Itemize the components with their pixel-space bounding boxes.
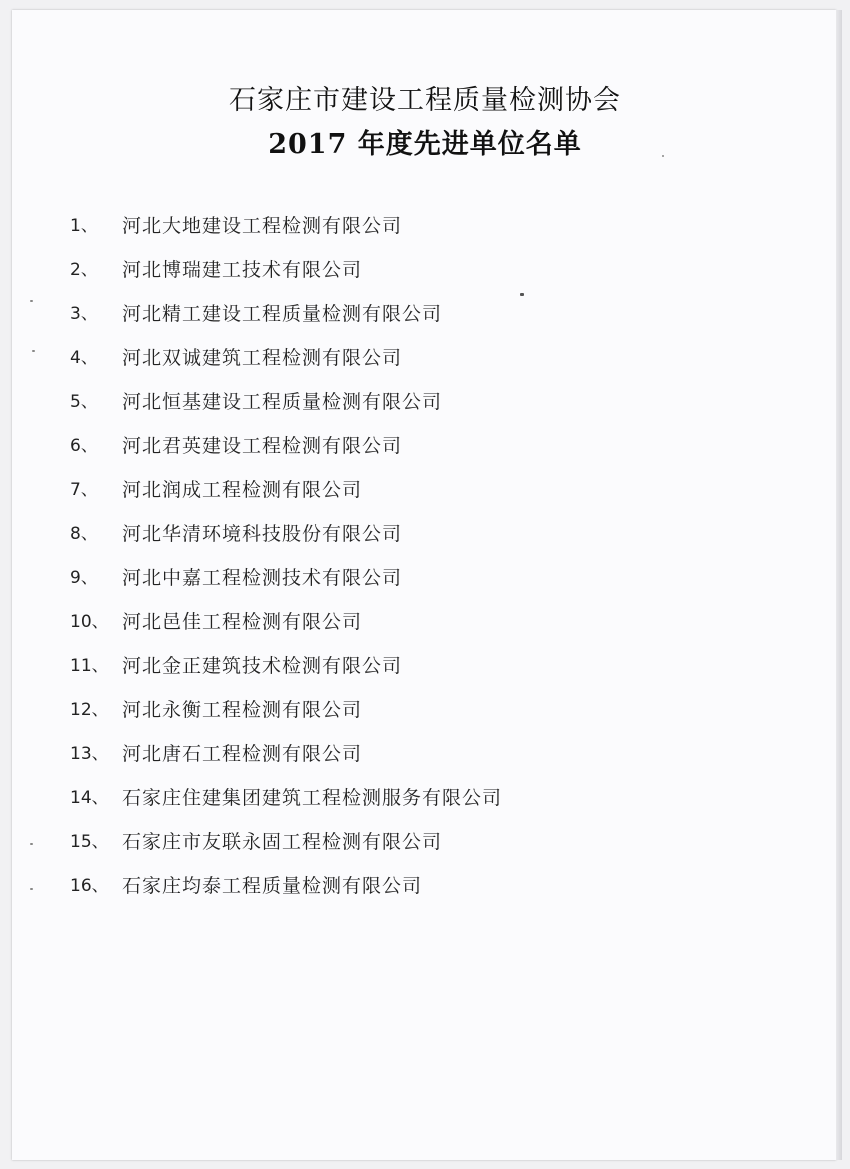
unit-list — [0, 204, 850, 908]
list-item — [0, 864, 850, 908]
item-number: 16、 — [70, 876, 109, 896]
item-number: 12、 — [70, 700, 109, 720]
item-number: 6、 — [70, 436, 98, 456]
item-number: 10、 — [70, 612, 109, 632]
item-name: 河北华清环境科技股份有限公司 — [122, 523, 403, 545]
item-name: 河北润成工程检测有限公司 — [122, 479, 363, 501]
item-number: 13、 — [70, 744, 109, 764]
scan-speck — [30, 300, 33, 302]
item-number: 5、 — [70, 392, 98, 412]
item-name: 河北博瑞建工技术有限公司 — [122, 259, 363, 281]
item-number: 14、 — [70, 788, 109, 808]
item-name: 河北恒基建设工程质量检测有限公司 — [122, 391, 443, 413]
item-name: 河北精工建设工程质量检测有限公司 — [122, 303, 443, 325]
list-item — [0, 468, 850, 512]
list-item — [0, 732, 850, 776]
item-name: 河北双诚建筑工程检测有限公司 — [122, 347, 403, 369]
item-number: 7、 — [70, 480, 98, 500]
item-name: 河北金正建筑技术检测有限公司 — [122, 655, 403, 677]
item-name: 河北君英建设工程检测有限公司 — [122, 435, 403, 457]
list-item — [0, 380, 850, 424]
item-name: 石家庄均泰工程质量检测有限公司 — [122, 875, 423, 897]
document-subtitle: 2017 年度先进单位名单 — [268, 129, 582, 160]
item-name: 石家庄市友联永固工程检测有限公司 — [122, 831, 443, 853]
item-number: 8、 — [70, 524, 98, 544]
item-number: 4、 — [70, 348, 98, 368]
list-item — [0, 776, 850, 820]
list-item — [0, 600, 850, 644]
item-name: 河北邑佳工程检测有限公司 — [122, 611, 363, 633]
list-item — [0, 204, 850, 248]
item-number: 15、 — [70, 832, 109, 852]
item-number: 11、 — [70, 656, 109, 676]
item-name: 河北大地建设工程检测有限公司 — [122, 215, 403, 237]
list-item — [0, 644, 850, 688]
list-item — [0, 292, 850, 336]
list-item — [0, 512, 850, 556]
list-item — [0, 336, 850, 380]
list-item — [0, 556, 850, 600]
scan-speck — [520, 293, 524, 296]
item-name: 河北中嘉工程检测技术有限公司 — [122, 567, 403, 589]
item-name: 石家庄住建集团建筑工程检测服务有限公司 — [122, 787, 503, 809]
list-item — [0, 248, 850, 292]
scan-speck — [662, 155, 664, 157]
scan-speck — [30, 888, 33, 890]
document-title: 石家庄市建设工程质量检测协会 — [229, 85, 621, 116]
item-number: 2、 — [70, 260, 98, 280]
item-number: 1、 — [70, 216, 98, 236]
item-name: 河北唐石工程检测有限公司 — [122, 743, 363, 765]
list-item — [0, 688, 850, 732]
list-item — [0, 820, 850, 864]
list-item — [0, 424, 850, 468]
item-number: 3、 — [70, 304, 98, 324]
scan-speck — [30, 843, 33, 845]
item-name: 河北永衡工程检测有限公司 — [122, 699, 363, 721]
scan-speck — [32, 350, 35, 352]
item-number: 9、 — [70, 568, 98, 588]
